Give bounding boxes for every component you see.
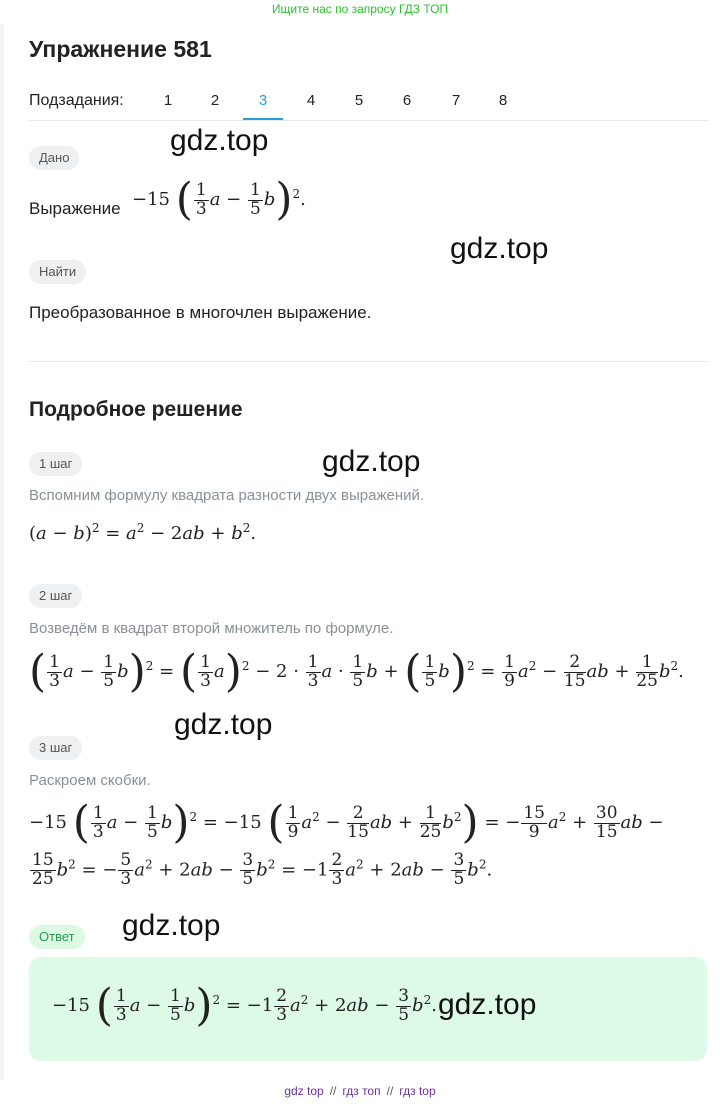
tab-subtask-2[interactable]: 2 [210,92,220,109]
tab-subtask-5[interactable]: 5 [354,92,364,109]
left-border [0,24,4,1080]
step-2-text: Возведём в квадрат второй множитель по формуле. [29,620,394,637]
tab-subtask-1[interactable]: 1 [163,92,173,109]
watermark-4: gdz.top [174,708,273,741]
watermark-2: gdz.top [450,232,549,265]
footer-links [0,1084,720,1098]
answer-pill: Ответ [29,925,85,949]
find-pill: Найти [29,260,86,284]
watermark-6: gdz.top [438,988,537,1021]
tab-subtask-6[interactable]: 6 [402,92,412,109]
watermark-1: gdz.top [170,124,269,157]
active-tab-indicator [243,118,283,120]
watermark-3: gdz.top [322,445,421,478]
tab-subtask-8[interactable]: 8 [498,92,508,109]
given-expression: −15 ( $\frac{1}{3}$ a − $\frac{1}{5}$ b)$^2$. [132,174,306,225]
step-3-formula-line1: −15 ( $\frac{1}{3}$ a − $\frac{1}{5}$ b)$^2$ = −15 ( $\frac{1}{9}$ $a^2$ − $\frac{2}{15}$ ab + $\frac{1}{25}$ $b^2$) = − $\frac{15}{9}$ $a^2$ + $\frac{30}{15}$ ab − [29,797,664,848]
step-2-formula: ( $\frac{1}{3}$ a − $\frac{1}{5}$ b)$^2$ = ( $\frac{1}{3}$ a)$^2$ − 2 · $\frac{1}{3}$ a · $\frac{1}{5}$ b + ( $\frac{1}{5}$ b)$^2$ = $\frac{1}{9}$ $a^2$ − $\frac{2}{15}$ ab + $\frac{1}{25}$ $b^2$. [29,646,684,697]
footer-link-3[interactable]: гдз top [399,1084,436,1098]
section-divider [29,361,709,362]
page-title: Упражнение 581 [29,36,212,62]
tab-subtask-4[interactable]: 4 [306,92,316,109]
step-2-pill: 2 шаг [29,584,82,608]
step-3-formula-line2: $\frac{15}{25}$ $b^2$ = − $\frac{5}{3}$ $a^2 + 2ab$ − $\frac{3}{5}$ $b^2 = -1$ $\frac{2}{3}$ $a^2 + 2ab$ − $\frac{3}{5}$ $b^2$. [32,850,493,889]
step-3-pill: 3 шаг [29,736,82,760]
tab-subtask-7[interactable]: 7 [451,92,461,109]
answer-formula: −15 ( $\frac{1}{3}$ a − $\frac{1}{5}$ b)$^2$ = −1 $\frac{2}{3}$ $a^2 + 2ab$ − $\frac{3}{5}$ $b^2$. [52,980,437,1031]
subtasks-nav [29,88,709,121]
given-pill: Дано [29,146,79,170]
footer-link-1[interactable]: gdz top [284,1084,324,1098]
search-hint-link[interactable]: Ищите нас по запросу ГДЗ ТОП [271,2,449,16]
solution-title: Подробное решение [29,398,243,421]
step-1-formula: $(a - b)^2 = a^2 - 2ab + b^2$. [29,521,257,544]
footer-separator: // [329,1084,337,1098]
step-1-pill: 1 шаг [29,452,82,476]
given-text: Выражение [29,199,121,218]
find-text: Преобразованное в многочлен выражение. [29,303,372,322]
step-3-text: Раскроем скобки. [29,772,151,789]
subtasks-label: Подзадания: [29,92,124,109]
footer-link-2[interactable]: гдз топ [342,1084,381,1098]
tab-subtask-3[interactable]: 3 [258,92,268,109]
step-1-text: Вспомним формулу квадрата разности двух выражений. [29,487,425,504]
watermark-5: gdz.top [122,909,221,942]
footer-separator: // [386,1084,394,1098]
